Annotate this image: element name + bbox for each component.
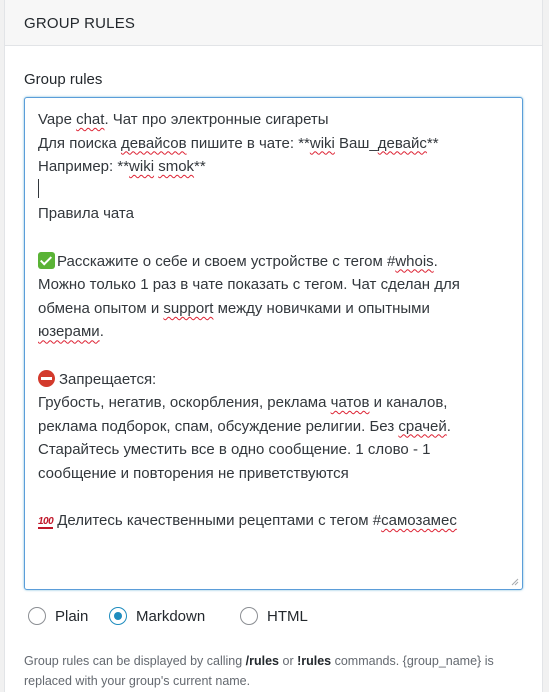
help-text: Group rules can be displayed by calling /rules or !rules commands. {group_name} is replaced with your group's current name. [24, 654, 494, 688]
blank-line [38, 226, 512, 250]
blank-line [38, 344, 512, 368]
text-line: Правила чата [38, 205, 134, 223]
text-line: реклама подборок, спам, обсуждение религии. Без срачей. [38, 417, 451, 435]
text-line: Грубость, негатив, оскорбления, реклама чатов и каналов, [38, 394, 448, 412]
radio-label: HTML [267, 607, 308, 625]
text-line: Например: **wiki smok** [38, 158, 206, 176]
resize-handle-icon[interactable] [511, 578, 519, 586]
blank-line [38, 486, 512, 510]
text-line: Расскажите о себе и своем устройстве с тегом #whois. [38, 250, 512, 274]
text-line: Запрещается: [38, 368, 512, 392]
group-rules-label: Group rules [24, 71, 103, 88]
format-option-html[interactable] [240, 607, 308, 625]
format-option-markdown[interactable] [109, 607, 205, 625]
radio-button-selected[interactable] [109, 607, 127, 625]
text-line: Можно только 1 раз в чате показать с тегом. Чат сделан для [38, 276, 460, 294]
text-line: Vape chat. Чат про электронные сигареты [38, 111, 329, 128]
radio-button[interactable] [240, 607, 258, 625]
hundred-points-icon: 100 [38, 516, 54, 528]
text-line: обмена опытом и support между новичками и опытными [38, 299, 430, 317]
panel-title: GROUP RULES [24, 15, 136, 32]
format-option-plain[interactable] [28, 607, 88, 625]
text-line: юзерами. [38, 323, 104, 341]
rules-command-alt: !rules [297, 654, 332, 668]
text-line: Старайтесь уместить все в одно сообщение. 1 слово - 1 [38, 441, 431, 459]
text-line: 100 Делитесь качественными рецептами с тегом #самозамес [38, 512, 457, 530]
no-entry-icon [38, 370, 55, 387]
textarea-content[interactable] [38, 108, 512, 533]
radio-button[interactable] [28, 607, 46, 625]
group-rules-panel [4, 0, 543, 692]
group-rules-textarea[interactable] [24, 97, 523, 590]
radio-label: Markdown [136, 607, 206, 625]
text-caret [38, 179, 39, 198]
radio-label: Plain [55, 607, 89, 625]
text-line: Для поиска девайсов пишите в чате: **wiki Ваш_девайс** [38, 134, 439, 152]
panel-header [5, 0, 542, 46]
text-line [38, 179, 512, 203]
check-mark-button-icon [38, 252, 55, 269]
text-line: сообщение и повторения не приветствуются [38, 464, 349, 482]
rules-command: /rules [245, 654, 280, 668]
